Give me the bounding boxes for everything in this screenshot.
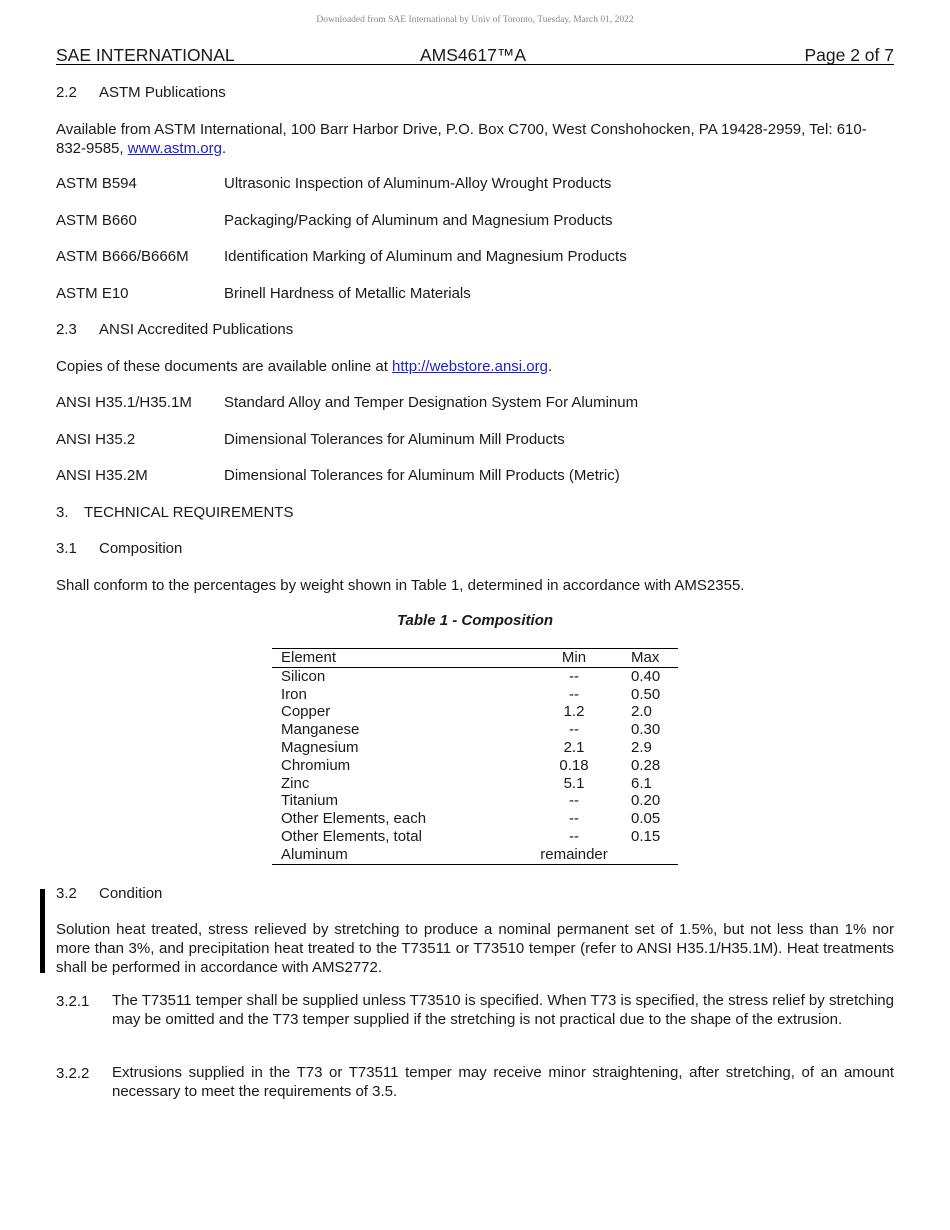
- cell-max: 0.50: [631, 685, 661, 703]
- section-3-2-title: Condition: [99, 885, 163, 902]
- reference-title: Ultrasonic Inspection of Aluminum-Alloy Wrought Products: [224, 175, 612, 192]
- section-2-2-title: ASTM Publications: [99, 84, 226, 101]
- cell-min: --: [569, 810, 579, 828]
- cell-max: 0.20: [631, 792, 661, 810]
- section-2-3-number: 2.3: [56, 321, 77, 338]
- section-3-number: 3.: [56, 504, 69, 521]
- reference-title: Standard Alloy and Temper Designation System For Aluminum: [224, 394, 639, 411]
- header-element: Element: [281, 649, 337, 666]
- table-row: [272, 703, 678, 721]
- reference-title: Brinell Hardness of Metallic Materials: [224, 285, 471, 302]
- section-2-2-number: 2.2: [56, 84, 77, 101]
- section-3-1-text: Shall conform to the percentages by weight shown in Table 1, determined in accordance with AMS2355.: [56, 577, 745, 594]
- section-3-title: TECHNICAL REQUIREMENTS: [84, 504, 294, 521]
- cell-max: 2.0: [631, 703, 652, 721]
- ansi-availability-text: Copies of these documents are available online at: [56, 358, 388, 375]
- cell-min: --: [569, 721, 579, 739]
- section-3-2-1-number: 3.2.1: [56, 993, 90, 1010]
- cell-element: Titanium: [281, 792, 338, 810]
- cell-min: 5.1: [563, 774, 585, 792]
- cell-min: 2.1: [563, 738, 585, 756]
- cell-max: 0.40: [631, 667, 661, 685]
- table-header-row: [272, 649, 678, 668]
- reference-code: ANSI H35.1/H35.1M: [56, 394, 192, 411]
- section-3-2-2-number: 3.2.2: [56, 1065, 90, 1082]
- section-3-1-title: Composition: [99, 540, 183, 557]
- reference-title: Packaging/Packing of Aluminum and Magnesium Products: [224, 212, 613, 229]
- cell-max: 6.1: [631, 774, 652, 792]
- reference-title: Dimensional Tolerances for Aluminum Mill Products (Metric): [224, 467, 620, 484]
- table-row: [272, 828, 678, 846]
- cell-max: [619, 846, 678, 864]
- cell-min: --: [569, 827, 579, 845]
- table-row: [272, 792, 678, 810]
- cell-element: Copper: [281, 703, 331, 721]
- astm-website-link[interactable]: www.astm.org: [127, 140, 222, 157]
- astm-period: .: [221, 140, 227, 157]
- astm-availability-paragraph: [56, 120, 894, 158]
- section-3-2-text: Solution heat treated, stress relieved by stretching to produce a nominal permanent set of 1.5%, but not less than 1% nor more than 3%, and precipitation heat treated to the T73511 or T73510 temper (refer to ANSI H35.1/H35.1M). Heat treatments shall be performed in accordance with AMS2772.: [56, 921, 894, 976]
- cell-min: remainder: [540, 845, 608, 863]
- cell-element: Silicon: [281, 667, 326, 685]
- cell-max: 2.9: [631, 738, 652, 756]
- table-row: [272, 846, 678, 864]
- table-row: [272, 739, 678, 757]
- header-rule: [56, 64, 894, 65]
- reference-title: Dimensional Tolerances for Aluminum Mill Products: [224, 431, 565, 448]
- cell-element: Iron: [281, 685, 307, 703]
- header-doc-number: AMS4617™A: [420, 45, 527, 65]
- table-row: [272, 775, 678, 793]
- header-publisher: SAE INTERNATIONAL: [56, 45, 235, 65]
- table-row: [272, 810, 678, 828]
- cell-element: Magnesium: [281, 738, 359, 756]
- table-row: [272, 721, 678, 739]
- cell-max: 0.30: [631, 721, 661, 739]
- reference-code: ASTM B660: [56, 212, 137, 229]
- cell-element: Zinc: [281, 774, 310, 792]
- revision-change-bar: [40, 889, 45, 973]
- ansi-webstore-link[interactable]: http://webstore.ansi.org: [392, 358, 548, 375]
- cell-min: 0.18: [559, 756, 589, 774]
- header-max: Max: [631, 649, 660, 666]
- cell-max: 0.15: [631, 827, 661, 845]
- section-3-2-1-text: The T73511 temper shall be supplied unless T73510 is specified. When T73 is specified, the stress relief by stretching may be omitted and the T73 temper supplied if the stretching is not practical due to the shape of the extrusion.: [112, 992, 894, 1028]
- composition-table: [272, 648, 678, 865]
- reference-code: ASTM B666/B666M: [56, 248, 189, 265]
- cell-min: 1.2: [563, 703, 585, 721]
- section-2-3-title: ANSI Accredited Publications: [99, 321, 294, 338]
- section-3-2-number: 3.2: [56, 885, 77, 902]
- ansi-availability-paragraph: [56, 357, 552, 376]
- cell-min: --: [569, 685, 579, 703]
- download-watermark: Downloaded from SAE International by Univ of Toronto, Tuesday, March 01, 2022: [316, 15, 634, 25]
- reference-code: ASTM E10: [56, 285, 129, 302]
- cell-min: --: [569, 667, 579, 685]
- header-min: Min: [561, 649, 587, 666]
- section-3-2-2-text: Extrusions supplied in the T73 or T73511 temper may receive minor straightening, after stretching, of an amount necessary to meet the requirements of 3.5.: [112, 1064, 894, 1100]
- header-page-number: Page 2 of 7: [804, 45, 894, 65]
- cell-element: Manganese: [281, 721, 360, 739]
- reference-code: ANSI H35.2M: [56, 467, 148, 484]
- cell-max: 0.28: [631, 756, 661, 774]
- reference-title: Identification Marking of Aluminum and Magnesium Products: [224, 248, 627, 265]
- table-row: [272, 667, 678, 685]
- cell-min: --: [569, 792, 579, 810]
- cell-element: Aluminum: [281, 845, 348, 863]
- cell-element: Other Elements, each: [281, 810, 427, 828]
- section-3-1-number: 3.1: [56, 540, 77, 557]
- astm-availability-text: Available from ASTM International, 100 Barr Harbor Drive, P.O. Box C700, West Conshohocken, PA 19428-2959, Tel: 610-832-9585,: [56, 121, 867, 157]
- reference-code: ANSI H35.2: [56, 431, 136, 448]
- cell-element: Other Elements, total: [281, 827, 422, 845]
- table-row: [272, 686, 678, 704]
- table-1-title: Table 1 - Composition: [396, 612, 554, 629]
- cell-max: 0.05: [631, 810, 661, 828]
- cell-element: Chromium: [281, 756, 351, 774]
- reference-code: ASTM B594: [56, 175, 137, 192]
- ansi-period: .: [547, 358, 553, 375]
- table-row: [272, 757, 678, 775]
